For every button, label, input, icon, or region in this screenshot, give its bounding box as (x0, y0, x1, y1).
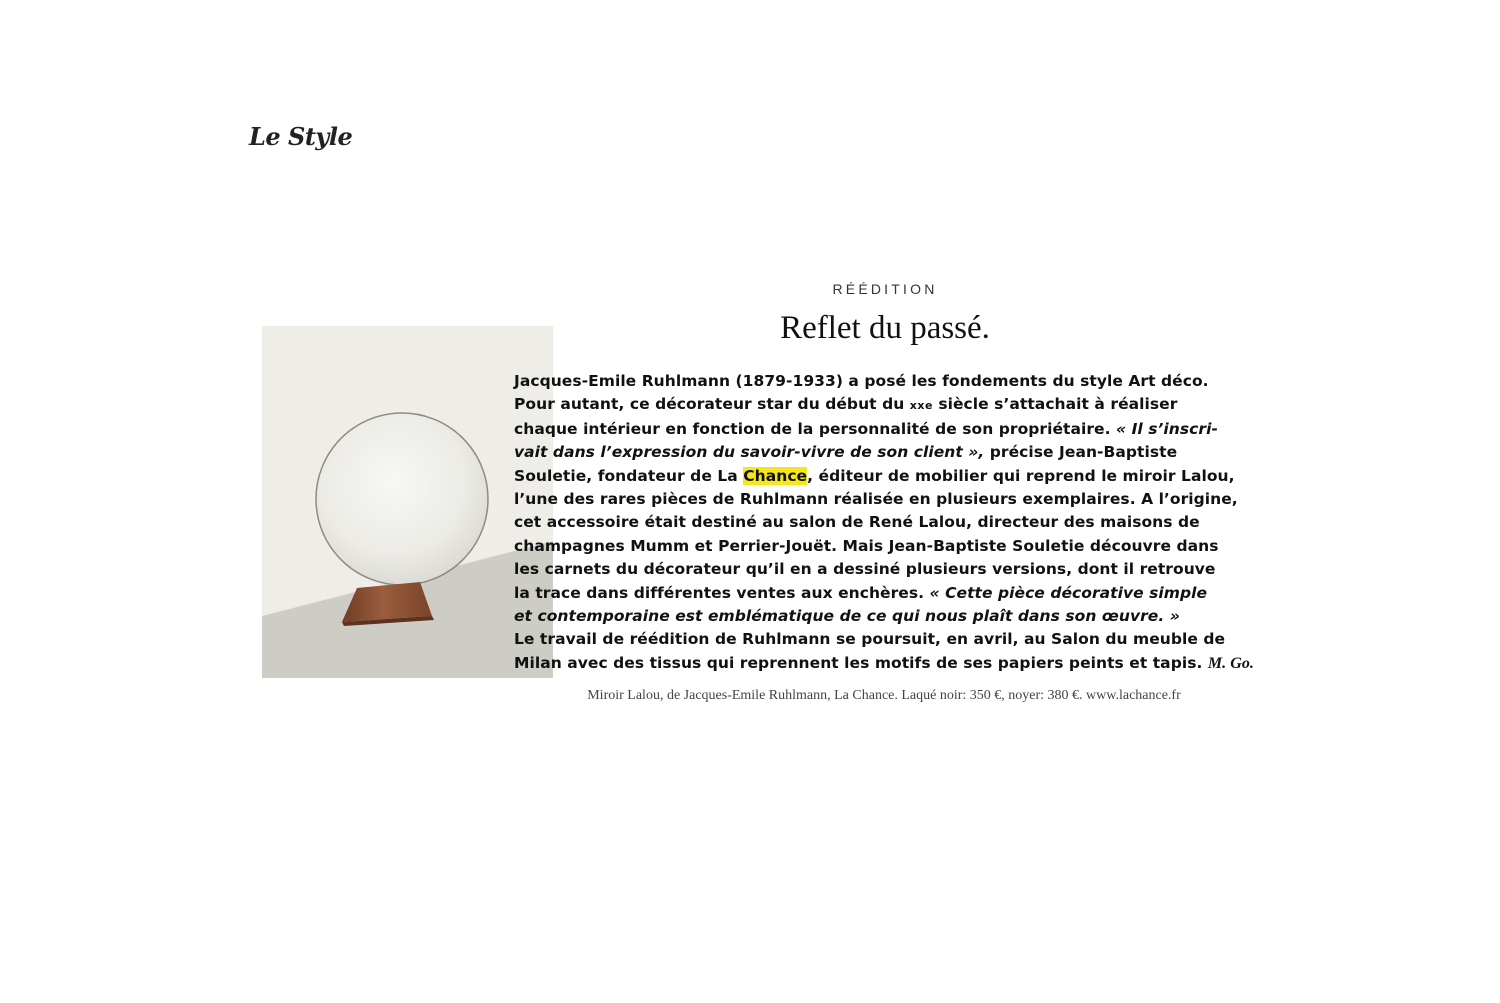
author-signature: M. Go. (1207, 654, 1254, 672)
body-line: la trace dans différentes ventes aux enchères. « Cette pièce décorative simple (514, 583, 1208, 602)
body-line: Jacques-Emile Ruhlmann (1879-1933) a posé les fondements du style Art déco. (514, 372, 1209, 390)
article-body (514, 370, 1259, 675)
body-line: Le travail de réédition de Ruhlmann se poursuit, en avril, au Salon du meuble de (514, 630, 1226, 649)
article-headline: Reflet du passé. (780, 310, 990, 346)
body-line: Pour autant, ce décorateur star du début du xxe siècle s’attachait à réaliser (514, 395, 1178, 414)
highlighted-brand: Chance (743, 466, 808, 485)
body-line: champagnes Mumm et Perrier-Jouët. Mais Jean-Baptiste Souletie découvre dans (514, 536, 1219, 555)
section-kicker: RÉÉDITION (832, 281, 938, 297)
body-line: l’une des rares pièces de Ruhlmann réalisée en plusieurs exemplaires. A l’origine, (514, 490, 1238, 509)
body-line: vait dans l’expression du savoir-vivre de son client », précise Jean-Baptiste (514, 443, 1178, 462)
masthead-logo: Le Style (249, 122, 353, 151)
body-line: Milan avec des tissus qui reprennent les motifs de ses papiers peints et tapis. M. Go. (514, 653, 1254, 672)
body-line: les carnets du décorateur qu’il en a dessiné plusieurs versions, dont il retrouve (514, 560, 1216, 579)
photo-caption: Miroir Lalou, de Jacques-Emile Ruhlmann, La Chance. Laqué noir: 350 €, noyer: 380 €. www.lachance.fr (587, 688, 1181, 703)
product-photo (262, 326, 553, 678)
round-mirror (316, 413, 488, 585)
body-line: Souletie, fondateur de La Chance, éditeur de mobilier qui reprend le miroir Lalou, (514, 466, 1235, 485)
body-line: et contemporaine est emblématique de ce qui nous plaît dans son œuvre. » (514, 607, 1180, 626)
mirror-illustration (262, 326, 553, 678)
body-line: cet accessoire était destiné au salon de René Lalou, directeur des maisons de (514, 513, 1200, 532)
body-line: chaque intérieur en fonction de la personnalité de son propriétaire. « Il s’inscri- (514, 419, 1218, 438)
